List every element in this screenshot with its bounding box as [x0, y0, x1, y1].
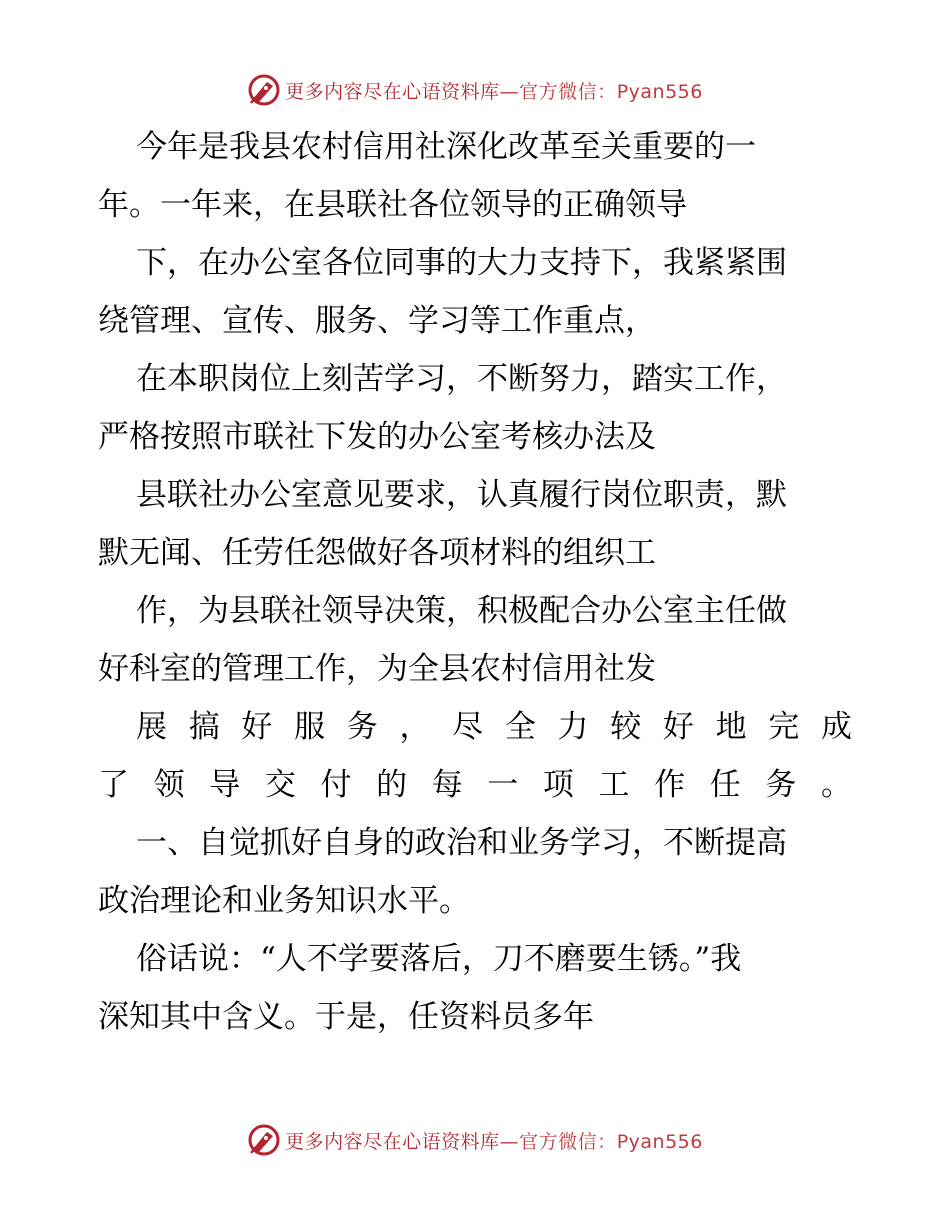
- text-line: 好科室的管理工作，为全县农村信用社发: [98, 651, 656, 687]
- text-line: 一、自觉抓好自身的政治和业务学习，不断提高: [136, 825, 787, 861]
- footer-watermark: [0, 1120, 950, 1160]
- text-line: 展搞好服务，尽全力较好地完成: [136, 709, 852, 745]
- document-body: [98, 118, 852, 1046]
- watermark-title: 更多内容尽在心语资料库: [285, 1130, 500, 1153]
- text-line: 政治理论和业务知识水平。: [98, 883, 470, 919]
- watermark-official: 官方微信：: [519, 80, 617, 103]
- watermark-dash: —: [499, 1130, 520, 1153]
- watermark-title: 更多内容尽在心语资料库: [285, 80, 500, 103]
- text-line: 下，在办公室各位同事的大力支持下，我紧紧围: [136, 245, 787, 281]
- text-line: 俗话说：“人不学要落后，刀不磨要生锈。”我: [136, 941, 742, 977]
- text-line: 默无闻、任劳任怨做好各项材料的组织工: [98, 535, 656, 571]
- watermark-wechat-id: Pyan556: [616, 80, 703, 103]
- watermark-wechat-id: Pyan556: [616, 1130, 703, 1153]
- text-line: 县联社办公室意见要求，认真履行岗位职责，默: [136, 477, 787, 513]
- text-line: 严格按照市联社下发的办公室考核办法及: [98, 419, 656, 455]
- watermark-dash: —: [499, 80, 520, 103]
- text-line: 深知其中含义。于是，任资料员多年: [98, 999, 594, 1035]
- watermark-text: [285, 77, 703, 104]
- text-line: 年。一年来，在县联社各位领导的正确领导: [98, 187, 687, 223]
- text-line: 了领导交付的每一项工作任务。: [98, 767, 852, 803]
- text-line: 今年是我县农村信用社深化改革至关重要的一: [136, 129, 756, 165]
- pen-nib-icon: [247, 73, 281, 107]
- text-line: 绕管理、宣传、服务、学习等工作重点，: [98, 303, 656, 339]
- text-line: 作，为县联社领导决策，积极配合办公室主任做: [136, 593, 787, 629]
- watermark-text: [285, 1127, 703, 1154]
- header-watermark: [0, 70, 950, 110]
- text-line: 在本职岗位上刻苦学习，不断努力，踏实工作，: [136, 361, 787, 397]
- watermark-official: 官方微信：: [519, 1130, 617, 1153]
- pen-nib-icon: [247, 1123, 281, 1157]
